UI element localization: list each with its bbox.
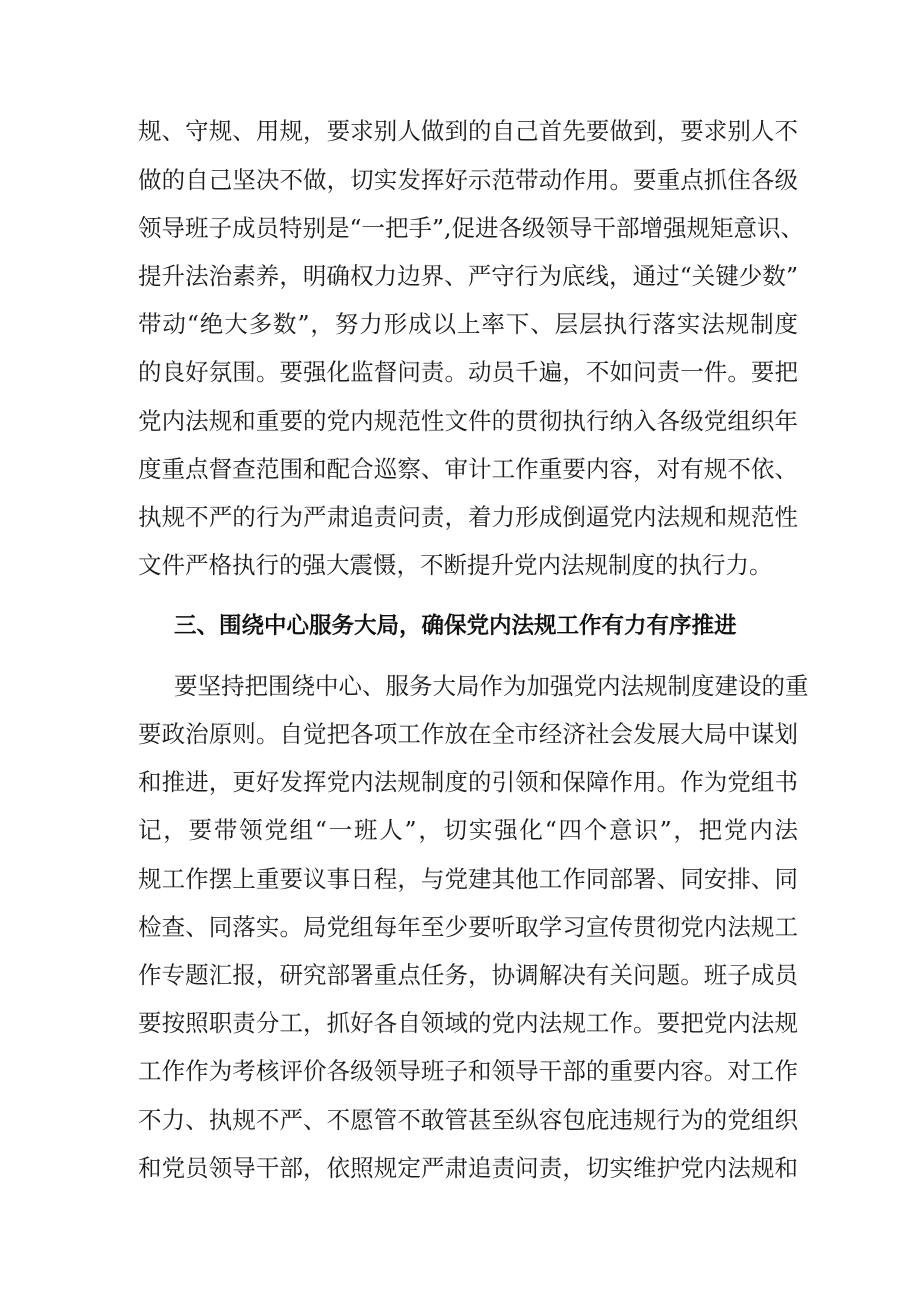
paragraph2-line-1: 要坚持把围绕中心、服务大局作为加强党内法规制度建设的重 [174, 672, 809, 700]
paragraph2-line-7: 作专题汇报，研究部署重点任务，协调解决有关问题。班子成员 [138, 961, 798, 989]
paragraph2-line-4: 记，要带领党组“一班人”，切实强化“四个意识”，把党内法 [138, 816, 798, 844]
section-heading: 三、围绕中心服务大局，确保党内法规工作有力有序推进 [174, 613, 737, 639]
paragraph1-line-9: 执规不严的行为严肃追责问责，着力形成倒逼党内法规和规范性 [138, 503, 798, 531]
paragraph2-line-6: 检查、同落实。局党组每年至少要听取学习宣传贯彻党内法规工 [138, 913, 798, 941]
paragraph1-line-10: 文件严格执行的强大震慑，不断提升党内法规制度的执行力。 [138, 551, 773, 579]
paragraph1-line-5: 带动“绝大多数”，努力形成以上率下、层层执行落实法规制度 [138, 310, 798, 338]
paragraph1-line-3: 领导班子成员特别是“一把手”,促进各级领导干部增强规矩意识、 [138, 214, 804, 242]
paragraph1-line-1: 规、守规、用规，要求别人做到的自己首先要做到，要求别人不 [138, 117, 798, 145]
paragraph1-line-8: 度重点督查范围和配合巡察、审计工作重要内容，对有规不依、 [138, 455, 798, 483]
paragraph2-line-11: 和党员领导干部，依照规定严肃追责问责，切实维护党内法规和 [138, 1154, 798, 1182]
paragraph1-line-4: 提升法治素养，明确权力边界、严守行为底线，通过“关键少数” [138, 262, 798, 290]
paragraph2-line-9: 工作作为考核评价各级领导班子和领导干部的重要内容。对工作 [138, 1057, 798, 1085]
paragraph2-line-5: 规工作摆上重要议事日程，与党建其他工作同部署、同安排、同 [138, 865, 798, 893]
paragraph1-line-6: 的良好氛围。要强化监督问责。动员千遍，不如问责一件。要把 [138, 358, 798, 386]
paragraph2-line-3: 和推进，更好发挥党内法规制度的引领和保障作用。作为党组书 [138, 768, 798, 796]
paragraph1-line-7: 党内法规和重要的党内规范性文件的贯彻执行纳入各级党组织年 [138, 407, 798, 435]
paragraph2-line-10: 不力、执规不严、不愿管不敢管甚至纵容包庇违规行为的党组织 [138, 1106, 798, 1134]
paragraph2-line-8: 要按照职责分工，抓好各自领域的党内法规工作。要把党内法规 [138, 1009, 798, 1037]
paragraph2-line-2: 要政治原则。自觉把各项工作放在全市经济社会发展大局中谋划 [138, 720, 798, 748]
paragraph1-line-2: 做的自己坚决不做，切实发挥好示范带动作用。要重点抓住各级 [138, 166, 798, 194]
